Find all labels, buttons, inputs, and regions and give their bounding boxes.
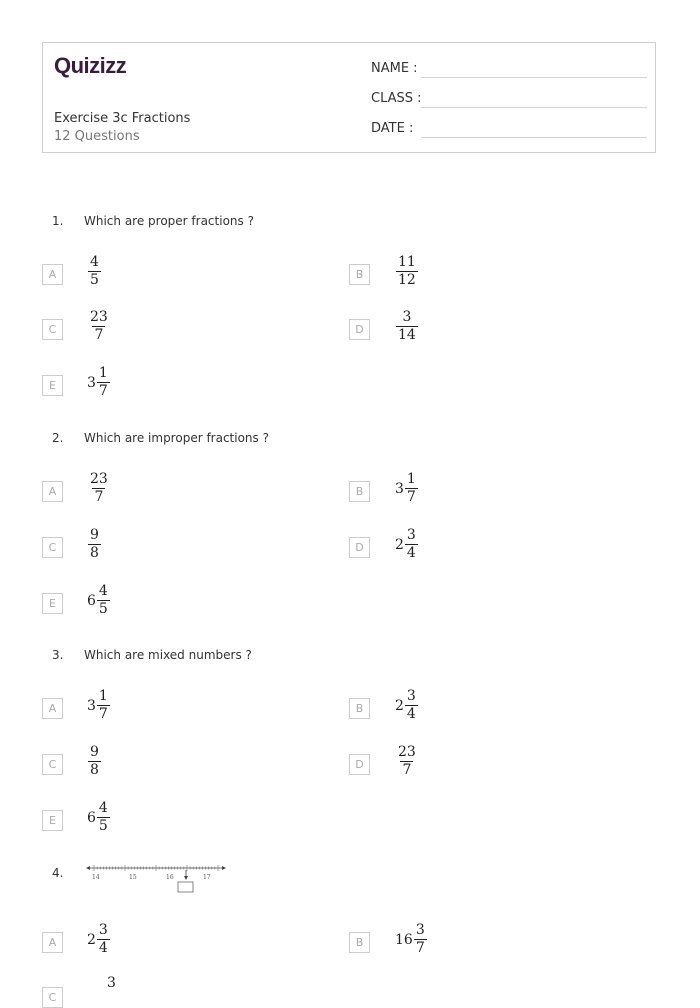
option-box-b[interactable]: B bbox=[349, 481, 370, 502]
option-box-c[interactable]: C bbox=[42, 537, 63, 558]
name-field[interactable] bbox=[371, 61, 418, 76]
tick-label-17: 17 bbox=[203, 874, 211, 881]
question-1 bbox=[52, 214, 254, 228]
question-number: 3. bbox=[52, 648, 64, 662]
question-text: Which are mixed numbers ? bbox=[84, 648, 252, 662]
right-arrow-icon bbox=[222, 866, 226, 870]
name-label: NAME : bbox=[371, 61, 418, 76]
tick-label-16: 16 bbox=[166, 874, 174, 881]
left-arrow-icon bbox=[86, 866, 90, 870]
question-3 bbox=[52, 648, 252, 662]
option-box-a[interactable]: A bbox=[42, 481, 63, 502]
class-field[interactable] bbox=[371, 91, 422, 106]
option-value-e: 6 $\frac{4}{5}$ bbox=[87, 800, 108, 835]
option-value-c: $\frac{9}{8}$ bbox=[90, 527, 99, 562]
option-box-b[interactable]: B bbox=[349, 264, 370, 285]
option-value-e: 6 $\frac{4}{5}$ bbox=[87, 583, 108, 618]
question-2 bbox=[52, 431, 269, 445]
question-text: Which are proper fractions ? bbox=[84, 214, 254, 228]
option-value-d: 2 $\frac{3}{4}$ bbox=[395, 527, 416, 562]
question-number: 4. bbox=[52, 866, 64, 880]
option-value-b: 3 $\frac{1}{7}$ bbox=[395, 471, 416, 506]
worksheet-title: Exercise 3c Fractions bbox=[54, 111, 191, 126]
quizizz-logo: Quizizz bbox=[54, 53, 127, 78]
option-box-c[interactable]: C bbox=[42, 754, 63, 775]
date-label: DATE : bbox=[371, 121, 414, 136]
class-label: CLASS : bbox=[371, 91, 422, 106]
class-line[interactable] bbox=[421, 107, 647, 108]
number-line-ticks bbox=[94, 865, 218, 871]
date-field[interactable] bbox=[371, 121, 413, 136]
date-line[interactable] bbox=[421, 137, 647, 138]
tick-label-15: 15 bbox=[129, 874, 137, 881]
pointer-arrow-icon bbox=[184, 870, 188, 880]
option-box-b[interactable]: B bbox=[349, 932, 370, 953]
option-box-d[interactable]: D bbox=[349, 537, 370, 558]
option-box-e[interactable]: E bbox=[42, 375, 63, 396]
option-value-b: $\frac{11}{12}$ bbox=[398, 254, 416, 289]
option-value-b: 2 $\frac{3}{4}$ bbox=[395, 688, 416, 723]
option-value-a: 3 $\frac{1}{7}$ bbox=[87, 688, 108, 723]
option-box-d[interactable]: D bbox=[349, 754, 370, 775]
option-value-c: 3 bbox=[107, 975, 116, 991]
option-box-c[interactable]: C bbox=[42, 319, 63, 340]
number-line-figure bbox=[86, 862, 228, 898]
option-box-a[interactable]: A bbox=[42, 932, 63, 953]
option-value-d: $\frac{3}{14}$ bbox=[398, 309, 416, 344]
option-box-e[interactable]: E bbox=[42, 593, 63, 614]
option-value-a: 2 $\frac{3}{4}$ bbox=[87, 922, 108, 957]
option-box-c[interactable]: C bbox=[42, 987, 63, 1008]
option-value-d: $\frac{23}{7}$ bbox=[398, 744, 416, 779]
question-number: 1. bbox=[52, 214, 64, 228]
option-value-c: $\frac{23}{7}$ bbox=[90, 309, 108, 344]
option-box-e[interactable]: E bbox=[42, 810, 63, 831]
question-text: Which are improper fractions ? bbox=[84, 431, 269, 445]
answer-box bbox=[178, 882, 193, 892]
option-box-a[interactable]: A bbox=[42, 264, 63, 285]
option-value-e: 3 $\frac{1}{7}$ bbox=[87, 365, 108, 400]
option-value-a: $\frac{4}{5}$ bbox=[90, 254, 99, 289]
option-value-a: $\frac{23}{7}$ bbox=[90, 471, 108, 506]
option-value-c: $\frac{9}{8}$ bbox=[90, 744, 99, 779]
worksheet-header bbox=[42, 42, 656, 153]
name-line[interactable] bbox=[421, 77, 647, 78]
option-box-b[interactable]: B bbox=[349, 698, 370, 719]
option-box-a[interactable]: A bbox=[42, 698, 63, 719]
tick-label-14: 14 bbox=[92, 874, 100, 881]
question-4 bbox=[52, 866, 84, 880]
option-box-d[interactable]: D bbox=[349, 319, 370, 340]
option-value-b: 16 $\frac{3}{7}$ bbox=[395, 922, 425, 957]
question-count: 12 Questions bbox=[54, 129, 140, 144]
question-number: 2. bbox=[52, 431, 64, 445]
